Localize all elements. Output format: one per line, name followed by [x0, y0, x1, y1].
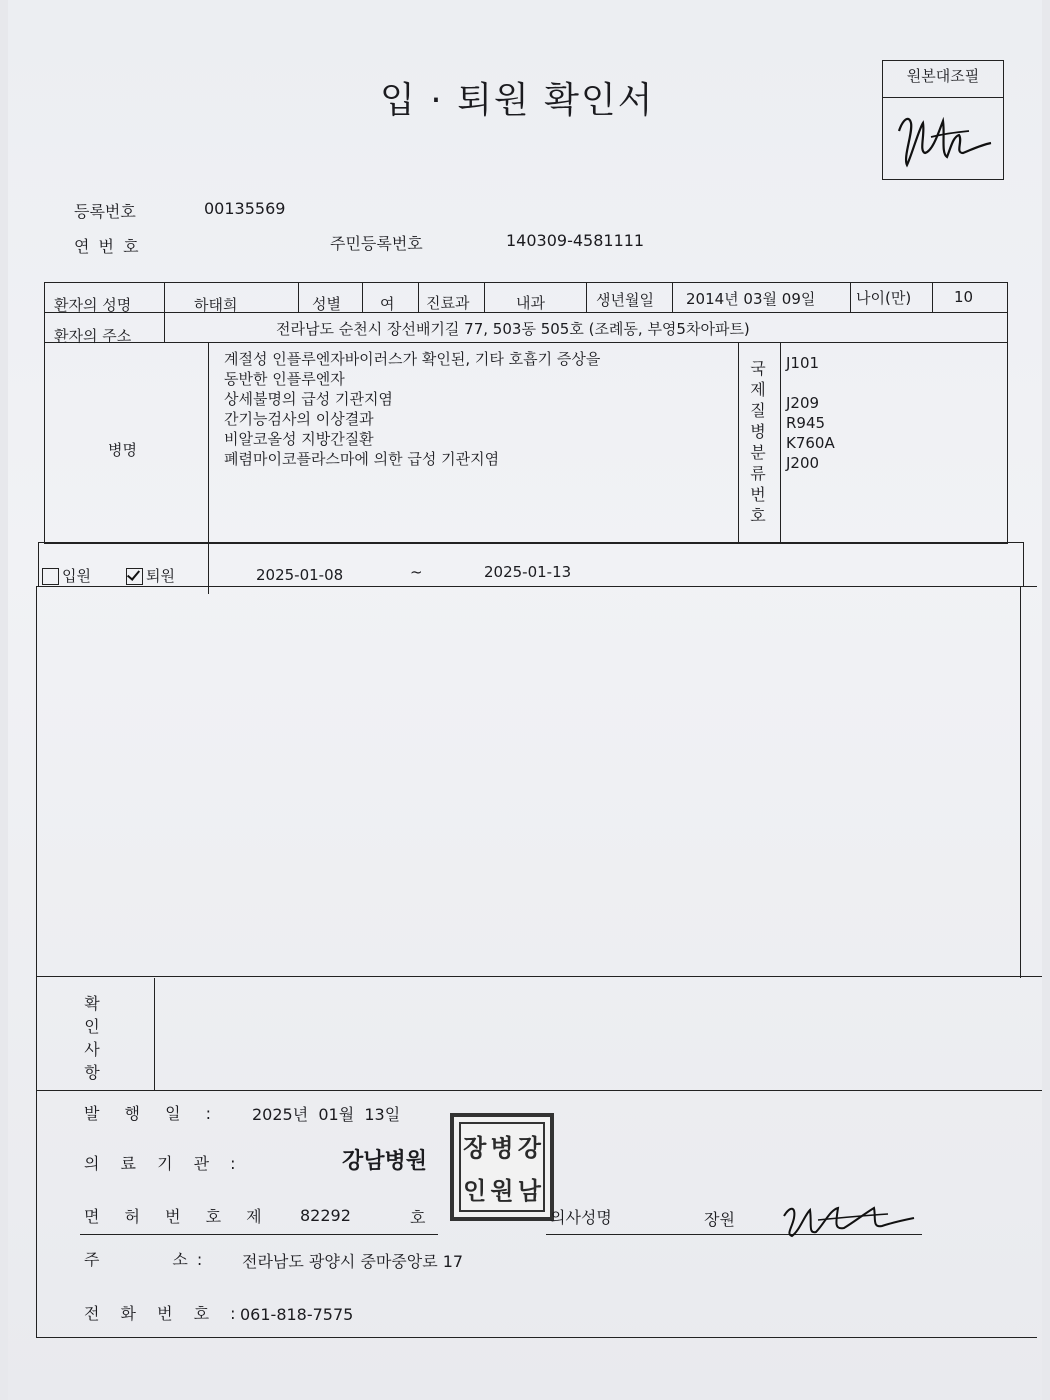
original-verification-stamp: [882, 60, 1004, 180]
confirm-label: 확 인 사 항: [84, 994, 100, 1082]
age-value: 10: [954, 288, 974, 306]
admit-label: 입원: [62, 567, 91, 585]
stay-to: 2025-01-13: [484, 563, 572, 581]
patient-name: 하태희: [194, 296, 238, 314]
icd-code: J209: [786, 394, 820, 412]
icd-label: 국 제 질 병 분 류 번 호: [750, 359, 766, 525]
dept-label: 진료과: [426, 294, 470, 312]
doctor-label: 의사성명: [550, 1208, 612, 1227]
icd-code: K760A: [786, 434, 835, 452]
license-label: 면 허 번 호 제: [84, 1207, 272, 1226]
stamp-label: 원본대조필: [906, 67, 980, 85]
discharge-label: 퇴원: [146, 567, 175, 585]
discharge-option[interactable]: [126, 565, 175, 586]
issue-address: 전라남도 광양시 중마중앙로 17: [242, 1252, 464, 1271]
hospital-seal: 장 병 강 인 원 남: [450, 1113, 554, 1221]
diagnosis-line: 간기능검사의 이상결과: [224, 410, 374, 428]
admit-option[interactable]: [42, 565, 91, 586]
icd-code: J200: [786, 454, 820, 472]
resident-value: 140309-4581111: [506, 231, 645, 250]
diagnosis-list: [224, 349, 600, 469]
issue-date-label: 발 행 일 :: [84, 1104, 222, 1123]
sex-label: 성별: [312, 295, 341, 313]
age-label: 나이(만): [856, 289, 912, 307]
name-label: 환자의 성명: [54, 296, 132, 314]
phone-number: 061-818-7575: [240, 1305, 354, 1324]
icd-code-list: [786, 353, 835, 473]
stay-from: 2025-01-08: [256, 566, 344, 584]
diagnosis-line: 계절성 인플루엔자바이러스가 확인된, 기타 호흡기 증상을: [224, 350, 601, 368]
birth-label: 생년월일: [596, 291, 654, 309]
issue-address-label: 주 소 :: [84, 1250, 205, 1269]
admit-checkbox[interactable]: [42, 568, 59, 585]
icd-code: [786, 373, 835, 393]
institution-name: 강남병원: [342, 1149, 428, 1174]
signature-mark: [889, 101, 997, 175]
registration-label: 등록번호: [74, 202, 136, 221]
diagnosis-line: 폐렴마이코플라스마에 의한 급성 기관지염: [224, 450, 500, 468]
sex-value: 여: [380, 295, 395, 313]
diagnosis-line: 동반한 인플루엔자: [224, 370, 345, 388]
address-label: 환자의 주소: [54, 327, 132, 345]
diagnosis-label: 병명: [108, 441, 137, 459]
birth-value: 2014년 03월 09일: [686, 290, 816, 308]
diagnosis-line: 상세불명의 급성 기관지염: [224, 390, 393, 408]
doctor-name: 장원: [704, 1210, 735, 1229]
document-title: 입 · 퇴원 확인서: [380, 80, 655, 121]
license-suffix: 호: [410, 1208, 426, 1227]
diagnosis-line: 비알코올성 지방간질환: [224, 430, 374, 448]
phone-label: 전 화 번 호 :: [84, 1304, 244, 1323]
dept-value: 내과: [516, 294, 545, 312]
doctor-signature: [778, 1194, 918, 1244]
patient-address: 전라남도 순천시 장선배기길 77, 503동 505호 (조례동, 부영5차아파트): [276, 320, 750, 338]
issue-date: 2025년 01월 13일: [252, 1105, 401, 1124]
icd-code: R945: [786, 414, 826, 432]
institution-label: 의 료 기 관 :: [84, 1154, 244, 1173]
license-number: 82292: [300, 1206, 351, 1225]
discharge-checkbox[interactable]: [126, 568, 143, 585]
icd-code: J101: [786, 354, 820, 372]
resident-label: 주민등록번호: [330, 234, 423, 253]
registration-value: 00135569: [204, 199, 286, 218]
stay-separator: ~: [410, 563, 423, 581]
serial-label: 연 번 호: [74, 237, 141, 256]
